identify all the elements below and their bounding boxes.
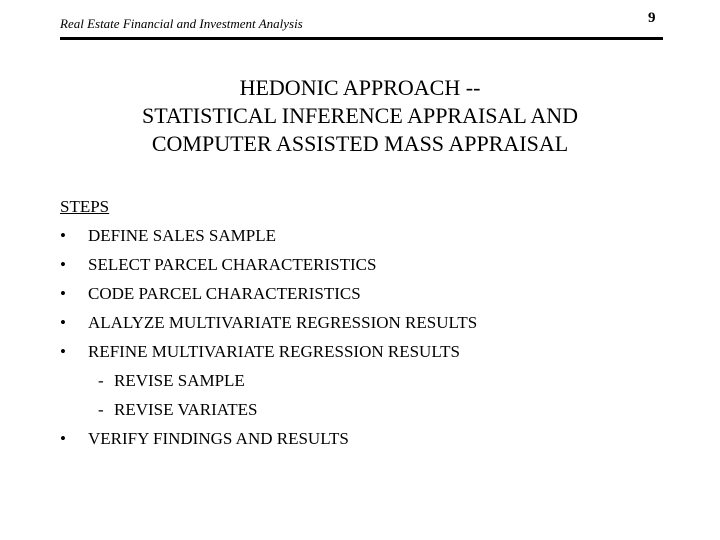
list-item-text: VERIFY FINDINGS AND RESULTS	[88, 429, 349, 448]
dash-icon: -	[98, 371, 104, 390]
bullet-icon: •	[60, 429, 66, 448]
list-item	[60, 308, 680, 337]
list-item	[60, 250, 680, 279]
bullet-icon: •	[60, 255, 66, 274]
slide-title	[0, 74, 720, 158]
sub-list-item-text: REVISE SAMPLE	[114, 371, 245, 390]
bullet-icon: •	[60, 313, 66, 332]
bullet-icon: •	[60, 284, 66, 303]
list-item-text: CODE PARCEL CHARACTERISTICS	[88, 284, 361, 303]
bullet-icon: •	[60, 226, 66, 245]
slide-title-line: STATISTICAL INFERENCE APPRAISAL AND	[141, 103, 579, 128]
dash-icon: -	[98, 400, 104, 419]
steps-list	[60, 192, 680, 453]
list-item	[60, 221, 680, 250]
sub-list-item	[60, 395, 680, 424]
list-item-text: DEFINE SALES SAMPLE	[88, 226, 276, 245]
header-title: Real Estate Financial and Investment Analysis	[60, 16, 303, 31]
list-item	[60, 337, 680, 366]
list-item-text: REFINE MULTIVARIATE REGRESSION RESULTS	[88, 342, 460, 361]
list-item-text: ALALYZE MULTIVARIATE REGRESSION RESULTS	[88, 313, 478, 332]
slide-title-line: HEDONIC APPROACH --	[239, 75, 481, 100]
list-item	[60, 279, 680, 308]
list-item-text: SELECT PARCEL CHARACTERISTICS	[88, 255, 377, 274]
sub-list-item	[60, 366, 680, 395]
sub-list-item-text: REVISE VARIATES	[114, 400, 258, 419]
slide-title-line: COMPUTER ASSISTED MASS APPRAISAL	[151, 131, 569, 156]
bullet-icon: •	[60, 342, 66, 361]
page-header	[60, 13, 663, 40]
steps-heading: STEPS	[60, 197, 110, 216]
page-number: 9	[648, 10, 656, 26]
list-item	[60, 424, 680, 453]
